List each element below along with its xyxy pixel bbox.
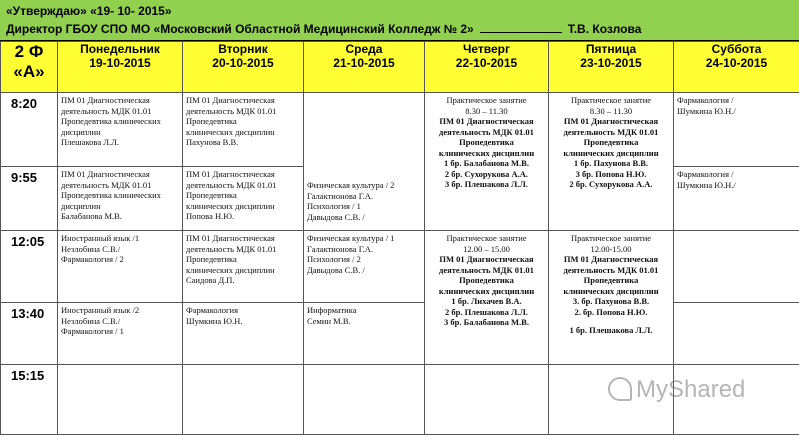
practice-block: Практическое занятие 12.00 – 15.00 ПМ 01 Диагностическая деятельность МДК 01.01 Пропедевтика клинических дисциплин 1 бр. Лихачев В.А. 2 бр. Плешакова Л.Л. 3 бр. Балабанова М.В.: [425, 231, 549, 365]
lesson-cell: [674, 231, 799, 303]
slot-row: [1, 303, 799, 365]
lesson-cell: [183, 365, 304, 435]
time-cell: 8:20: [1, 93, 58, 167]
header-row: [1, 42, 799, 93]
time-cell: 9:55: [1, 167, 58, 231]
director-line: [6, 22, 641, 36]
lesson-cell: Физическая культура / 1 Галактионова Г.А. Психология / 2 Давыдова С.В. /: [304, 231, 425, 303]
practice-block: Практическое занятие 12.00-15.00 ПМ 01 Диагностическая деятельность МДК 01.01 Пропедевтика клинических дисциплин 3. бр. Пахунова В.В. 2. бр. Попова Н.Ю. 1 бр. Плешакова Л.Л.: [549, 231, 674, 365]
day-header: Четверг 22-10-2015: [425, 42, 549, 93]
lesson-cell: Фармакология / Шумкина Ю.Н./: [674, 167, 799, 231]
lesson-cell: ПМ 01 Диагностическая деятельность МДК 01.01 Пропедевтика клинических дисциплин Саидова Д.П.: [183, 231, 304, 303]
signer-name: Т.В. Козлова: [567, 22, 642, 36]
lesson-cell: ПМ 01 Диагностическая деятельность МДК 01.01 Пропедевтика клинических дисциплин Пахунова В.В.: [183, 93, 304, 167]
approval-line: «Утверждаю» «19- 10- 2015»: [6, 4, 172, 18]
lesson-cell: Фармакология Шумкина Ю.Н.: [183, 303, 304, 365]
approval-header: [0, 0, 799, 41]
lesson-cell: Информатика Семин М.В.: [304, 303, 425, 365]
day-header: Вторник 20-10-2015: [183, 42, 304, 93]
practice-block: Практическое занятие 8.30 – 11.30 ПМ 01 Диагностическая деятельность МДК 01.01 Пропедевтика клинических дисциплин 1 бр. Балабанова М.В. 2 бр. Сухорукова А.А. 3 бр. Плешакова Л.Л.: [425, 93, 549, 231]
director-text: Директор ГБОУ СПО МО «Московский Областной Медицинский Колледж № 2»: [6, 22, 474, 36]
slot-row: [1, 231, 799, 303]
lesson-cell: Физическая культура / 2 Галактионова Г.А. Психология / 1 Давыдова С.В. /: [304, 93, 425, 231]
lesson-cell: ПМ 01 Диагностическая деятельность МДК 01.01 Пропедевтика клинических дисциплин Балабанова М.В.: [58, 167, 183, 231]
lesson-cell: [425, 365, 549, 435]
slot-row: [1, 93, 799, 167]
lesson-cell: Иностранный язык /2 Незлобина С.В./ Фармакология / 1: [58, 303, 183, 365]
time-cell: 15:15: [1, 365, 58, 435]
practice-block: Практическое занятие 8.30 – 11.30 ПМ 01 Диагностическая деятельность МДК 01.01 Пропедевтика клинических дисциплин 1 бр. Пахунова В.В. 3 бр. Попова Н.Ю. 2 бр. Сухорукова А.А.: [549, 93, 674, 231]
day-header: Пятница 23-10-2015: [549, 42, 674, 93]
time-cell: 13:40: [1, 303, 58, 365]
lesson-cell: [304, 365, 425, 435]
group-cell: 2 Ф «А»: [1, 42, 58, 93]
lesson-cell: [674, 303, 799, 365]
lesson-cell: Фармакология / Шумкина Ю.Н./: [674, 93, 799, 167]
lesson-cell: ПМ 01 Диагностическая деятельность МДК 01.01 Пропедевтика клинических дисциплин Плешакова Л.Л.: [58, 93, 183, 167]
day-header: Среда 21-10-2015: [304, 42, 425, 93]
watermark: MyShared: [608, 376, 745, 404]
day-header: Понедельник 19-10-2015: [58, 42, 183, 93]
lesson-cell: Иностранный язык /1 Незлобина С.В./ Фармакология / 2: [58, 231, 183, 303]
day-header: Суббота 24-10-2015: [674, 42, 799, 93]
lesson-cell: ПМ 01 Диагностическая деятельность МДК 01.01 Пропедевтика клинических дисциплин Попова Н.Ю.: [183, 167, 304, 231]
signature-line: [480, 22, 562, 33]
myshared-logo-icon: [608, 377, 632, 401]
time-cell: 12:05: [1, 231, 58, 303]
lesson-cell: [58, 365, 183, 435]
